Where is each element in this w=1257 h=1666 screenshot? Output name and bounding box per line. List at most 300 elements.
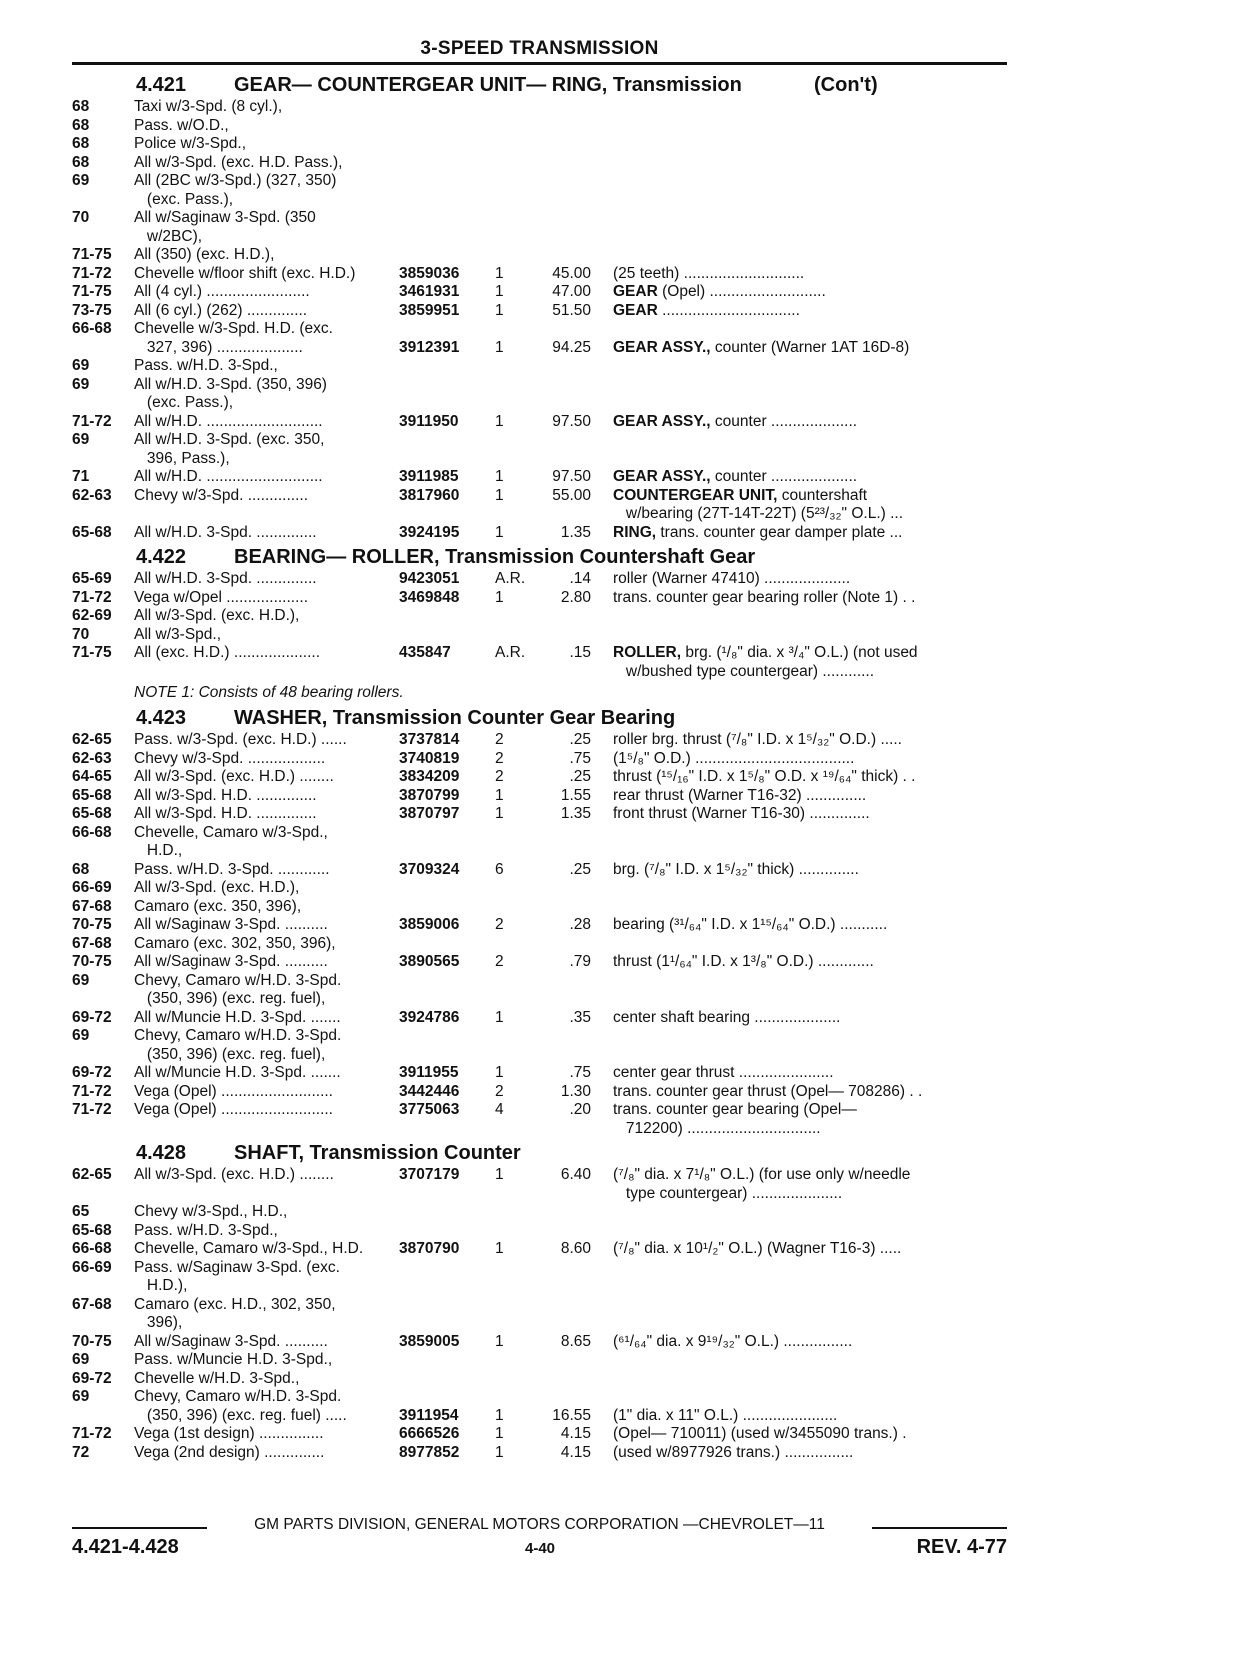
table-row bbox=[72, 228, 1022, 247]
part-number bbox=[399, 209, 495, 228]
model-year: 69 bbox=[72, 172, 90, 189]
description-text: (25 teeth) ............................ bbox=[613, 264, 805, 282]
part-number bbox=[399, 1314, 495, 1333]
description-text: trans. counter gear bearing roller (Note 1) . . bbox=[613, 588, 916, 606]
price bbox=[533, 1222, 591, 1241]
price: 4.15 bbox=[560, 1443, 591, 1461]
quantity: 1 bbox=[495, 1443, 504, 1461]
description bbox=[613, 1388, 973, 1407]
description-keyword: ROLLER, bbox=[613, 644, 682, 661]
table-row bbox=[72, 589, 1022, 608]
part-number: 3709324 bbox=[399, 860, 460, 878]
application: Chevy, Camaro w/H.D. 3-Spd. bbox=[134, 971, 342, 989]
quantity bbox=[495, 1370, 533, 1389]
description bbox=[613, 824, 973, 843]
table-row bbox=[72, 283, 1022, 302]
part-number bbox=[399, 626, 495, 645]
description bbox=[613, 320, 973, 339]
description bbox=[613, 1203, 973, 1222]
model-year bbox=[72, 505, 134, 524]
quantity bbox=[495, 935, 533, 954]
section-name: BEARING— ROLLER, Transmission Countershaft Gear bbox=[234, 546, 756, 568]
description bbox=[613, 265, 973, 284]
description-text: roller brg. thrust (⁷/₈" I.D. x 1⁵/₃₂" O.D.) ..... bbox=[613, 731, 902, 748]
price: 94.25 bbox=[552, 338, 591, 356]
quantity bbox=[495, 1351, 533, 1370]
description bbox=[613, 935, 973, 954]
description bbox=[613, 787, 973, 806]
price: .15 bbox=[569, 644, 591, 661]
description bbox=[613, 357, 973, 376]
application: All w/3-Spd. H.D. .............. bbox=[134, 786, 317, 804]
application: Vega (Opel) .......................... bbox=[134, 1082, 333, 1100]
price: 1.35 bbox=[560, 523, 591, 541]
description-text: (⁷/₈" dia. x 7¹/₈" O.L.) (for use only w/needle bbox=[613, 1166, 911, 1183]
quantity bbox=[495, 663, 533, 682]
model-year: 68 bbox=[72, 135, 90, 152]
model-year: 72 bbox=[72, 1443, 90, 1461]
price: .79 bbox=[569, 953, 591, 970]
price bbox=[533, 1370, 591, 1389]
part-number: 3469848 bbox=[399, 588, 460, 606]
table-row bbox=[72, 607, 1022, 626]
application: Chevelle w/H.D. 3-Spd., bbox=[134, 1369, 300, 1387]
quantity: 1 bbox=[495, 1425, 504, 1442]
description-text: counter (Warner 1AT 16D-8) bbox=[710, 338, 910, 356]
quantity: 1 bbox=[495, 588, 504, 606]
description bbox=[613, 135, 973, 154]
description bbox=[613, 805, 973, 824]
application: All w/3-Spd. H.D. .............. bbox=[134, 805, 317, 822]
model-year: 68 bbox=[72, 116, 90, 134]
part-number bbox=[399, 154, 495, 173]
part-number bbox=[399, 1351, 495, 1370]
part-number: 435847 bbox=[399, 644, 451, 661]
application: Chevelle, Camaro w/3-Spd., bbox=[134, 823, 328, 841]
quantity bbox=[495, 898, 533, 917]
price bbox=[533, 320, 591, 339]
price: 97.50 bbox=[552, 468, 591, 485]
quantity bbox=[495, 209, 533, 228]
description-text: trans. counter gear thrust (Opel— 708286) . . bbox=[613, 1082, 923, 1100]
part-number bbox=[399, 972, 495, 991]
application: Chevy w/3-Spd. .................. bbox=[134, 749, 326, 767]
application: All (6 cyl.) (262) .............. bbox=[134, 301, 308, 319]
part-number bbox=[399, 1277, 495, 1296]
table-row bbox=[72, 787, 1022, 806]
model-year bbox=[72, 228, 134, 247]
price bbox=[533, 1351, 591, 1370]
part-number bbox=[399, 1027, 495, 1046]
price: 1.35 bbox=[560, 805, 591, 822]
price bbox=[533, 1314, 591, 1333]
model-year: 69 bbox=[72, 1388, 90, 1405]
part-number: 3859951 bbox=[399, 301, 460, 319]
price: 6.40 bbox=[560, 1166, 591, 1183]
price bbox=[533, 607, 591, 626]
quantity: 2 bbox=[495, 1082, 504, 1100]
description-text: (1" dia. x 11" O.L.) ...................... bbox=[613, 1406, 838, 1424]
price bbox=[533, 154, 591, 173]
quantity bbox=[495, 1046, 533, 1065]
table-row bbox=[72, 1166, 1022, 1185]
description bbox=[613, 98, 973, 117]
description-keyword: GEAR ASSY., bbox=[613, 468, 711, 485]
table-row bbox=[72, 1333, 1022, 1352]
description-text: roller (Warner 47410) .................... bbox=[613, 570, 851, 587]
description-text: (used w/8977926 trans.) ................ bbox=[613, 1443, 854, 1461]
model-year bbox=[72, 1407, 134, 1426]
description bbox=[613, 246, 973, 265]
table-row bbox=[72, 487, 1022, 506]
description bbox=[613, 209, 973, 228]
table-row bbox=[72, 626, 1022, 645]
description-text: front thrust (Warner T16-30) .............. bbox=[613, 805, 870, 822]
description bbox=[613, 750, 973, 769]
model-year: 71-72 bbox=[72, 588, 112, 606]
description bbox=[613, 1314, 973, 1333]
application: 327, 396) .................... bbox=[134, 338, 303, 356]
model-year bbox=[72, 339, 134, 358]
model-year bbox=[72, 450, 134, 469]
model-year: 67-68 bbox=[72, 934, 112, 952]
table-row bbox=[72, 1370, 1022, 1389]
application: H.D., bbox=[134, 842, 183, 859]
section-note: NOTE 1: Consists of 48 bearing rollers. bbox=[134, 684, 404, 701]
description bbox=[613, 1277, 973, 1296]
model-year: 71-75 bbox=[72, 644, 112, 661]
model-year: 66-69 bbox=[72, 1258, 112, 1276]
quantity: A.R. bbox=[495, 570, 526, 587]
price bbox=[533, 824, 591, 843]
model-year: 65-69 bbox=[72, 570, 112, 587]
application: Vega (1st design) ............... bbox=[134, 1425, 324, 1442]
table-row bbox=[72, 117, 1022, 136]
price bbox=[533, 935, 591, 954]
application: All w/Saginaw 3-Spd. (350 bbox=[134, 209, 316, 226]
table-row bbox=[72, 1388, 1022, 1407]
description bbox=[613, 1351, 973, 1370]
quantity: 1 bbox=[495, 786, 504, 804]
part-number: 3859006 bbox=[399, 916, 460, 933]
application: Pass. w/Muncie H.D. 3-Spd., bbox=[134, 1351, 333, 1368]
price: 4.15 bbox=[560, 1425, 591, 1442]
part-number bbox=[399, 1259, 495, 1278]
part-number bbox=[399, 450, 495, 469]
price bbox=[533, 879, 591, 898]
description-text: thrust (1¹/₆₄" I.D. x 1³/₈" O.D.) ............. bbox=[613, 953, 874, 970]
part-number: 3912391 bbox=[399, 338, 460, 356]
price bbox=[533, 1259, 591, 1278]
application: (350, 396) (exc. reg. fuel), bbox=[134, 1045, 326, 1063]
table-row bbox=[72, 320, 1022, 339]
page-header: 3-SPEED TRANSMISSION bbox=[420, 38, 659, 59]
part-number: 3859005 bbox=[399, 1332, 460, 1350]
model-year: 62-65 bbox=[72, 1166, 112, 1183]
price bbox=[533, 1027, 591, 1046]
application: Camaro (exc. 350, 396), bbox=[134, 897, 302, 915]
table-row bbox=[72, 768, 1022, 787]
description bbox=[613, 450, 973, 469]
price bbox=[533, 898, 591, 917]
table-row bbox=[72, 1351, 1022, 1370]
description bbox=[613, 1185, 973, 1204]
price: .25 bbox=[569, 768, 591, 785]
description bbox=[613, 898, 973, 917]
description bbox=[613, 990, 973, 1009]
table-row bbox=[72, 376, 1022, 395]
quantity: 2 bbox=[495, 749, 504, 767]
application: All w/H.D. ........................... bbox=[134, 468, 323, 485]
model-year bbox=[72, 1046, 134, 1065]
application: Pass. w/Saginaw 3-Spd. (exc. bbox=[134, 1258, 340, 1276]
part-number bbox=[399, 1185, 495, 1204]
description bbox=[613, 487, 973, 506]
table-row bbox=[72, 824, 1022, 843]
header-rule bbox=[72, 62, 1007, 65]
application: Chevelle, Camaro w/3-Spd., H.D. bbox=[134, 1240, 364, 1257]
application: All w/H.D. 3-Spd. .............. bbox=[134, 570, 317, 587]
section-number: 4.421 bbox=[136, 74, 187, 96]
description-keyword: RING, bbox=[613, 523, 657, 541]
description-text: (⁶¹/₆₄" dia. x 9¹⁹/₃₂" O.L.) ................ bbox=[613, 1332, 853, 1350]
application: All w/H.D. ........................... bbox=[134, 412, 323, 430]
quantity bbox=[495, 990, 533, 1009]
table-row bbox=[72, 339, 1022, 358]
description bbox=[613, 1064, 973, 1083]
quantity: 1 bbox=[495, 1332, 504, 1350]
model-year: 69 bbox=[72, 431, 90, 448]
model-year: 64-65 bbox=[72, 768, 112, 785]
price bbox=[533, 209, 591, 228]
table-row bbox=[72, 450, 1022, 469]
table-row bbox=[72, 1222, 1022, 1241]
application: Pass. w/3-Spd. (exc. H.D.) ...... bbox=[134, 731, 347, 748]
quantity bbox=[495, 1296, 533, 1315]
price: 2.80 bbox=[560, 588, 591, 606]
part-number: 3740819 bbox=[399, 749, 460, 767]
table-row bbox=[72, 644, 1022, 663]
model-year: 62-63 bbox=[72, 486, 112, 504]
part-number bbox=[399, 135, 495, 154]
model-year: 71-75 bbox=[72, 283, 112, 300]
footer-revision: REV. 4-77 bbox=[916, 1536, 1007, 1558]
table-row bbox=[72, 916, 1022, 935]
footer-publisher-line: GM PARTS DIVISION, GENERAL MOTORS CORPORATION —CHEVROLET—11 bbox=[254, 1516, 825, 1533]
table-row bbox=[72, 246, 1022, 265]
description bbox=[613, 431, 973, 450]
price: 47.00 bbox=[552, 283, 591, 300]
part-number: 3859036 bbox=[399, 264, 460, 282]
quantity: 1 bbox=[495, 301, 504, 319]
part-number: 3870799 bbox=[399, 786, 460, 804]
description bbox=[613, 376, 973, 395]
price: 45.00 bbox=[552, 264, 591, 282]
part-number bbox=[399, 117, 495, 136]
description-keyword: GEAR bbox=[613, 301, 658, 319]
description bbox=[613, 589, 973, 608]
section-title bbox=[72, 1140, 1022, 1166]
description-keyword: GEAR ASSY., bbox=[613, 412, 711, 430]
table-row bbox=[72, 1009, 1022, 1028]
quantity: 1 bbox=[495, 486, 504, 504]
table-row bbox=[72, 972, 1022, 991]
quantity: 1 bbox=[495, 468, 504, 485]
quantity bbox=[495, 1314, 533, 1333]
price: .14 bbox=[569, 570, 591, 587]
price bbox=[533, 172, 591, 191]
model-year bbox=[72, 1120, 134, 1139]
price bbox=[533, 1046, 591, 1065]
application: All w/Saginaw 3-Spd. .......... bbox=[134, 916, 328, 933]
model-year: 66-68 bbox=[72, 1240, 112, 1257]
table-row bbox=[72, 1314, 1022, 1333]
section-number: 4.423 bbox=[136, 707, 187, 729]
part-number bbox=[399, 990, 495, 1009]
table-row bbox=[72, 842, 1022, 861]
model-year: 65-68 bbox=[72, 786, 112, 804]
quantity: 6 bbox=[495, 860, 504, 878]
quantity bbox=[495, 135, 533, 154]
quantity: 1 bbox=[495, 264, 504, 282]
description-keyword: GEAR ASSY., bbox=[613, 338, 711, 356]
description bbox=[613, 644, 973, 663]
model-year bbox=[72, 663, 134, 682]
description bbox=[613, 731, 973, 750]
part-number: 3775063 bbox=[399, 1101, 460, 1118]
table-row bbox=[72, 431, 1022, 450]
description-text: brg. (¹/₈" dia. x ³/₄" O.L.) (not used bbox=[681, 644, 918, 661]
part-number bbox=[399, 607, 495, 626]
part-number bbox=[399, 228, 495, 247]
section-name: GEAR— COUNTERGEAR UNIT— RING, Transmission bbox=[234, 74, 742, 96]
price bbox=[533, 663, 591, 682]
part-number: 9423051 bbox=[399, 570, 460, 587]
price: 8.60 bbox=[560, 1240, 591, 1257]
table-row bbox=[72, 1425, 1022, 1444]
model-year: 62-63 bbox=[72, 749, 112, 767]
description bbox=[613, 283, 973, 302]
description bbox=[613, 1370, 973, 1389]
description-text: (Opel) ........................... bbox=[657, 283, 826, 300]
price: .25 bbox=[569, 731, 591, 748]
part-number bbox=[399, 172, 495, 191]
table-row bbox=[72, 805, 1022, 824]
section-number: 4.422 bbox=[136, 546, 187, 568]
description bbox=[613, 1120, 973, 1139]
model-year: 69-72 bbox=[72, 1369, 112, 1387]
application: (350, 396) (exc. reg. fuel) ..... bbox=[134, 1406, 347, 1424]
table-row bbox=[72, 879, 1022, 898]
application: All w/Saginaw 3-Spd. .......... bbox=[134, 1332, 328, 1350]
part-number bbox=[399, 394, 495, 413]
quantity: 1 bbox=[495, 523, 504, 541]
application bbox=[134, 505, 399, 524]
description bbox=[613, 570, 973, 589]
model-year: 67-68 bbox=[72, 1295, 112, 1313]
description bbox=[613, 1009, 973, 1028]
description bbox=[613, 394, 973, 413]
price bbox=[533, 1185, 591, 1204]
price bbox=[533, 394, 591, 413]
application: All w/3-Spd., bbox=[134, 625, 222, 643]
quantity bbox=[495, 117, 533, 136]
model-year bbox=[72, 394, 134, 413]
model-year: 68 bbox=[72, 98, 90, 115]
quantity bbox=[495, 1120, 533, 1139]
table-row bbox=[72, 1185, 1022, 1204]
model-year: 65-68 bbox=[72, 1221, 112, 1239]
model-year bbox=[72, 842, 134, 861]
application: (350, 396) (exc. reg. fuel), bbox=[134, 990, 326, 1007]
model-year: 68 bbox=[72, 153, 90, 171]
description bbox=[613, 626, 973, 645]
table-row bbox=[72, 953, 1022, 972]
part-number: 3870790 bbox=[399, 1240, 460, 1257]
part-number bbox=[399, 246, 495, 265]
price: 16.55 bbox=[552, 1406, 591, 1424]
table-row bbox=[72, 1101, 1022, 1120]
price bbox=[533, 505, 591, 524]
model-year: 65-68 bbox=[72, 805, 112, 822]
quantity bbox=[495, 1277, 533, 1296]
table-row bbox=[72, 172, 1022, 191]
application: All w/Muncie H.D. 3-Spd. ....... bbox=[134, 1008, 341, 1026]
model-year: 71-72 bbox=[72, 1425, 112, 1442]
application: 396), bbox=[134, 1314, 183, 1331]
application: All w/3-Spd. (exc. H.D. Pass.), bbox=[134, 153, 343, 171]
part-number bbox=[399, 1203, 495, 1222]
application: Chevy, Camaro w/H.D. 3-Spd. bbox=[134, 1027, 342, 1044]
application bbox=[134, 1120, 399, 1139]
description-text: trans. counter gear bearing (Opel— bbox=[613, 1101, 857, 1118]
quantity bbox=[495, 320, 533, 339]
description-keyword: GEAR bbox=[613, 283, 658, 300]
description bbox=[613, 1166, 973, 1185]
part-number bbox=[399, 505, 495, 524]
model-year: 67-68 bbox=[72, 897, 112, 915]
part-number bbox=[399, 357, 495, 376]
application: (exc. Pass.), bbox=[134, 394, 234, 411]
quantity: 1 bbox=[495, 283, 504, 300]
price bbox=[533, 228, 591, 247]
quantity bbox=[495, 154, 533, 173]
description bbox=[613, 916, 973, 935]
price bbox=[533, 357, 591, 376]
footer-page-number: 4-40 bbox=[524, 1540, 556, 1557]
model-year: 71-72 bbox=[72, 1082, 112, 1100]
model-year: 66-68 bbox=[72, 320, 112, 337]
description bbox=[613, 1101, 973, 1120]
part-number bbox=[399, 431, 495, 450]
table-row bbox=[72, 1064, 1022, 1083]
quantity bbox=[495, 394, 533, 413]
model-year bbox=[72, 990, 134, 1009]
application: All w/3-Spd. (exc. H.D.) ........ bbox=[134, 1166, 334, 1183]
application: (exc. Pass.), bbox=[134, 190, 234, 208]
section-number: 4.428 bbox=[136, 1142, 187, 1164]
model-year: 66-68 bbox=[72, 823, 112, 841]
description bbox=[613, 468, 973, 487]
part-number: 3924195 bbox=[399, 523, 460, 541]
table-row bbox=[72, 1444, 1022, 1463]
section-title bbox=[72, 544, 1022, 570]
application: All (exc. H.D.) .................... bbox=[134, 644, 321, 661]
application: All w/3-Spd. (exc. H.D.), bbox=[134, 879, 300, 896]
table-row bbox=[72, 265, 1022, 284]
description bbox=[613, 1240, 973, 1259]
part-number: 3911955 bbox=[399, 1064, 459, 1081]
